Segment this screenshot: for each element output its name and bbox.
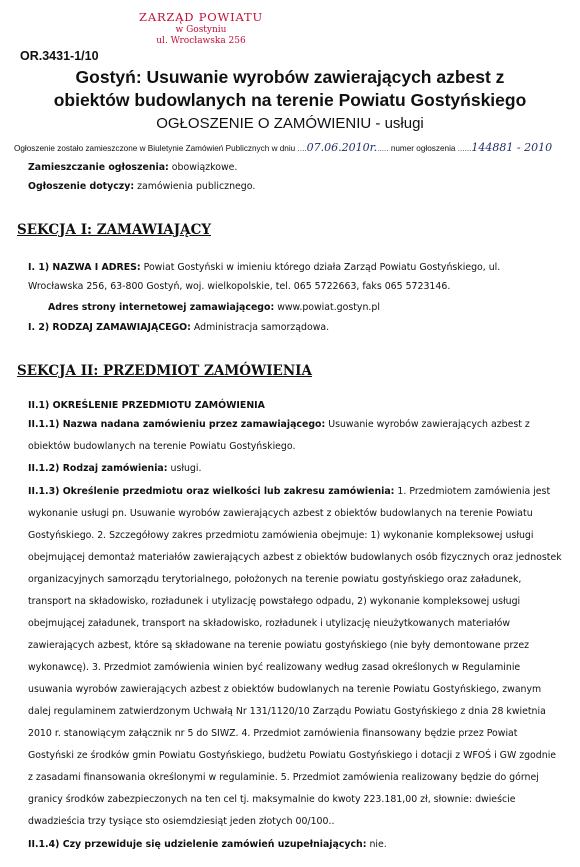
scope-line: obejmującej załadunek, transport na składowisko, rozładunek i utylizację nieużytkowanych materiałów: [28, 618, 511, 629]
publication-number: 144881 - 2010: [471, 141, 553, 154]
contract-type-row: [28, 463, 201, 474]
meta-row: [28, 162, 237, 173]
field-label: II.1.2) Rodzaj zamówienia:: [28, 463, 168, 474]
title-line-1: Gostyń: Usuwanie wyrobów zawierających azbest z: [75, 67, 505, 87]
section-1-name-address: [28, 262, 500, 273]
subsection-title: II.1) OKREŚLENIE PRZEDMIOTU ZAMÓWIENIA: [28, 400, 265, 411]
contract-name-line-2: obiektów budowlanych na terenie Powiatu Gostyńskiego.: [28, 441, 296, 452]
contract-name-row: [28, 419, 530, 430]
field-label: II.1.3) Określenie przedmiotu oraz wielkości lub zakresu zamówienia:: [28, 486, 395, 497]
website-row: [48, 302, 380, 313]
field-label: II.1.4) Czy przewiduje się udzielenie zamówień uzupełniających:: [28, 839, 367, 850]
section-1-address-line-2: Wrocławska 256, 63-800 Gostyń, woj. wielkopolskie, tel. 065 5722663, faks 065 5723146.: [28, 281, 451, 292]
scope-line: zawierających azbest, które są składowane na terenie powiatu gostyńskiego (nie były demontowane przez: [28, 640, 530, 651]
field-value: Administracja samorządowa.: [193, 322, 330, 333]
field-value: 1. Przedmiotem zamówienia jest: [397, 486, 551, 497]
section-2-heading: SEKCJA II: PRZEDMIOT ZAMÓWIENIA: [17, 363, 312, 379]
stamp-line-2: w Gostyniu: [175, 25, 227, 35]
field-label: I. 2) RODZAJ ZAMAWIAJĄCEGO:: [28, 322, 191, 333]
scope-line: organizacyjnych samorządu terytorialnego, położonych na terenie powiatu gostyńskiego oraz załadunek,: [28, 574, 522, 585]
scope-line: Gostyńskiego. 2. Szczegółowy zakres przedmiotu zamówienia obejmuje: 1) wykonanie kompleksowej usługi: [28, 530, 534, 541]
scope-line: wykonanie usługi pn. Usuwanie wyrobów zawierających azbest z obiektów budowlanych na terenie Powiatu: [28, 508, 533, 519]
field-value: nie.: [369, 839, 387, 850]
subtitle: OGŁOSZENIE O ZAMÓWIENIU - usługi: [156, 115, 424, 132]
subsection-heading: [28, 400, 265, 411]
scope-line: dwadzieścia trzy tysiące sto osiemdziesiąt jeden złotych 00/100..: [28, 816, 335, 827]
field-value: usługi.: [170, 463, 202, 474]
meta-value: zamówienia publicznego.: [137, 181, 256, 192]
publication-text: Ogłoszenie zostało zamieszczone w Biuletynie Zamówień Publicznych w dniu: [14, 144, 296, 153]
meta-value: obowiązkowe.: [171, 162, 238, 173]
field-value: Usuwanie wyrobów zawierających azbest z: [328, 419, 530, 430]
reference-number: OR.3431-1/10: [20, 49, 99, 63]
scope-line: z zasadami finansowania określonymi w regulaminie. 5. Przedmiot zamówienia realizowany będzie do górnej: [28, 772, 539, 783]
field-label: I. 1) NAZWA I ADRES:: [28, 262, 141, 273]
publication-date: 07.06.2010r.: [306, 141, 378, 154]
scope-line: dalej regulaminem zatwierdzonym Uchwałą Nr 131/1120/10 Zarządu Powiatu Gostyńskiego z dnia 28 kwietnia: [28, 706, 546, 717]
stamp-line-3: ul. Wrocławska 256: [156, 36, 246, 46]
publication-note: Ogłoszenie zostało zamieszczone w Biuletynie Zamówień Publicznych w dniu ....07.06.2010r...... numer ogłoszenia ......144881 - 2010: [14, 141, 553, 154]
section-1-heading: SEKCJA I: ZAMAWIAJĄCY: [17, 222, 211, 238]
website-link[interactable]: www.powiat.gostyn.pl: [277, 302, 380, 313]
website-label: Adres strony internetowej zamawiającego:: [48, 302, 275, 313]
office-stamp: [126, 10, 276, 46]
scope-line: wykonawcę). 3. Przedmiot zamówienia winien być realizowany według zasad określonych w Regulaminie: [28, 662, 521, 673]
scope-line: transport na składowisko, rozładunek i utylizację powstałego odpadu, 2) wykonanie kompleksowej usługi: [28, 596, 521, 607]
scope-line: 2010 r. stanowiącym załącznik nr 5 do SIWZ. 4. Przedmiot zamówienia finansowany będzie przez Powiat: [28, 728, 518, 739]
meta-label: Zamieszczanie ogłoszenia:: [28, 162, 169, 173]
publication-number-label: numer ogłoszenia: [390, 144, 456, 153]
scope-line: granicy środków zabezpieczonych na ten cel tj. maksymalnie do kwoty 223.181,00 zł, słownie: dwieście: [28, 794, 516, 805]
field-value: Powiat Gostyński w imieniu którego działa Zarząd Powiatu Gostyńskiego, ul.: [143, 262, 501, 273]
meta-label: Ogłoszenie dotyczy:: [28, 181, 135, 192]
supplementary-orders-row: [28, 839, 387, 850]
scope-line: usuwania wyrobów zawierających azbest z obiektów budowlanych na terenie Powiatu Gostyńskiego, zwanym: [28, 684, 542, 695]
scope-row: [28, 486, 550, 497]
scope-line: Gostyński ze środków gmin Powiatu Gostyńskiego, budżetu Powiatu Gostyńskiego i dotacji z WFOŚ i GW zgodnie: [28, 750, 557, 761]
field-label: II.1.1) Nazwa nadana zamówieniu przez zamawiającego:: [28, 419, 326, 430]
meta-row: [28, 181, 255, 192]
stamp-line-1: ZARZĄD POWIATU: [139, 10, 263, 24]
title-line-2: obiektów budowlanych na terenie Powiatu Gostyńskiego: [53, 90, 527, 110]
contracting-type-row: [28, 322, 329, 333]
scope-line: obejmującej demontaż materiałów zawierających azbest z obiektów budowlanych osób fizycznych oraz jednostek: [28, 552, 562, 563]
